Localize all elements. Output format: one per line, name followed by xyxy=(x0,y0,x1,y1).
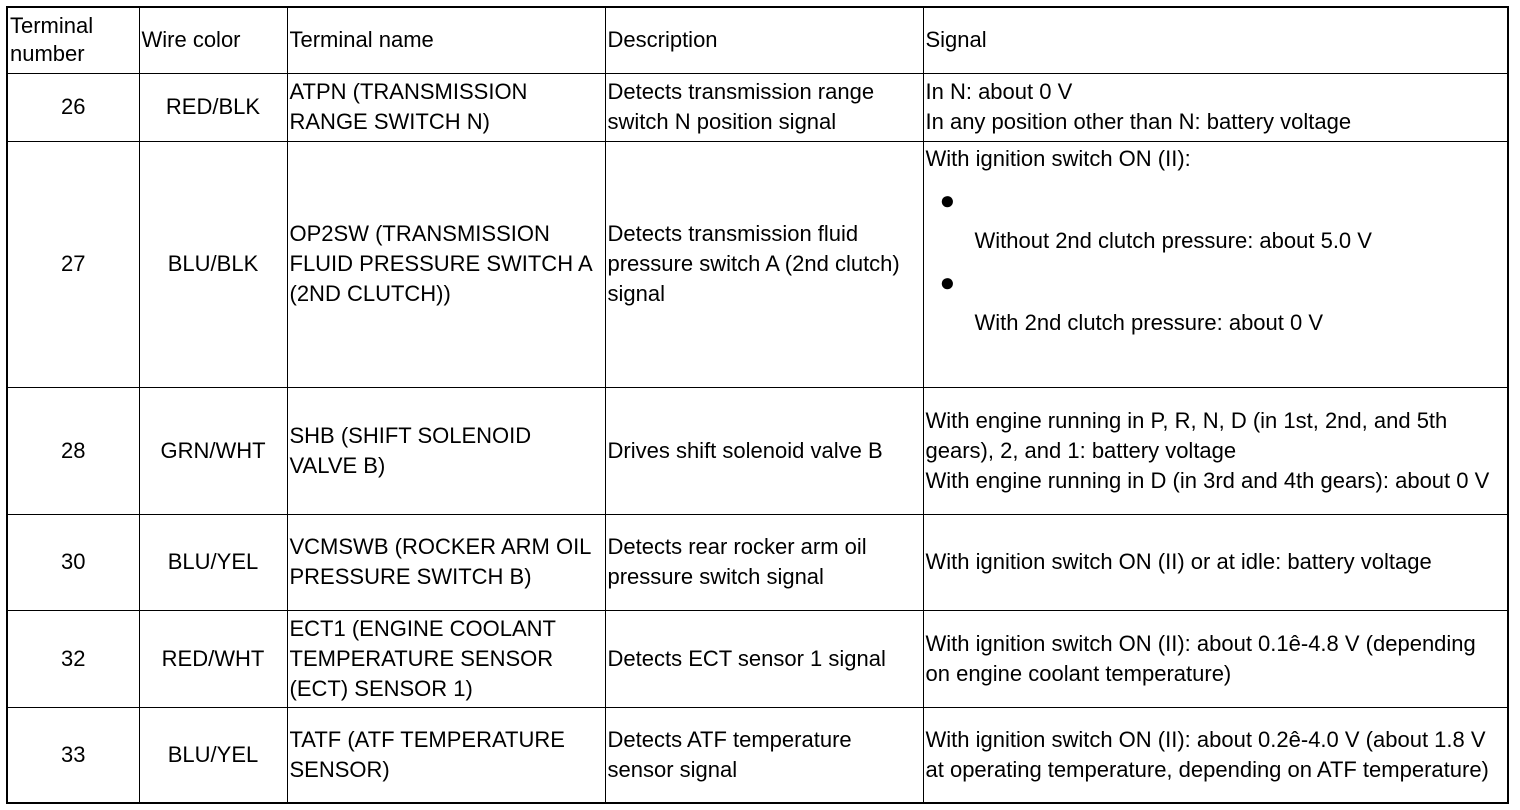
signal-bullet-item xyxy=(926,256,1506,338)
description-cell: Detects ATF temperature sensor signal xyxy=(605,707,923,803)
bullet-icon: ● xyxy=(939,266,956,297)
terminal-name-cell: SHB (SHIFT SOLENOID VALVE B) xyxy=(287,387,605,514)
terminal-number-cell: 28 xyxy=(7,387,139,514)
table-row xyxy=(7,141,1508,387)
wire-color-cell: BLU/YEL xyxy=(139,707,287,803)
description-cell: Drives shift solenoid valve B xyxy=(605,387,923,514)
signal-bullet-text: Without 2nd clutch pressure: about 5.0 V xyxy=(974,227,1372,253)
signal-cell xyxy=(923,610,1508,707)
terminal-name-cell: OP2SW (TRANSMISSION FLUID PRESSURE SWITCH A (2ND CLUTCH)) xyxy=(287,141,605,387)
description-cell: Detects transmission fluid pressure switch A (2nd clutch) signal xyxy=(605,141,923,387)
description-cell: Detects ECT sensor 1 signal xyxy=(605,610,923,707)
wire-color-cell: RED/BLK xyxy=(139,73,287,141)
header-terminal-name: Terminal name xyxy=(287,7,605,73)
terminal-name-cell: VCMSWB (ROCKER ARM OIL PRESSURE SWITCH B) xyxy=(287,514,605,610)
signal-cell xyxy=(923,514,1508,610)
signal-cell xyxy=(923,707,1508,803)
signal-line: In any position other than N: battery voltage xyxy=(925,109,1352,134)
header-description: Description xyxy=(605,7,923,73)
terminal-name-cell: ECT1 (ENGINE COOLANT TEMPERATURE SENSOR (ECT) SENSOR 1) xyxy=(287,610,605,707)
signal-line: With ignition switch ON (II) or at idle: battery voltage xyxy=(925,549,1432,574)
signal-intro: With ignition switch ON (II): xyxy=(925,145,1191,171)
terminal-number-cell: 33 xyxy=(7,707,139,803)
signal-cell xyxy=(923,73,1508,141)
signal-line: With engine running in D (in 3rd and 4th gears): about 0 V xyxy=(925,467,1490,493)
description-cell: Detects rear rocker arm oil pressure switch signal xyxy=(605,514,923,610)
wire-color-cell: RED/WHT xyxy=(139,610,287,707)
terminal-name-cell: ATPN (TRANSMISSION RANGE SWITCH N) xyxy=(287,73,605,141)
table-row xyxy=(7,387,1508,514)
header-wire-color: Wire color xyxy=(139,7,287,73)
signal-line: With ignition switch ON (II): about 0.2ê-4.0 V (about 1.8 V at operating temperature, depending on ATF temperature) xyxy=(925,726,1489,782)
description-cell: Detects transmission range switch N position signal xyxy=(605,73,923,141)
table-row xyxy=(7,514,1508,610)
header-terminal-number: Terminal number xyxy=(7,7,139,73)
bullet-icon: ● xyxy=(939,184,956,215)
signal-cell xyxy=(923,141,1508,387)
signal-cell xyxy=(923,387,1508,514)
wire-color-cell: BLU/BLK xyxy=(139,141,287,387)
table-row xyxy=(7,707,1508,803)
signal-line: With engine running in P, R, N, D (in 1st, 2nd, and 5th gears), 2, and 1: battery voltage xyxy=(925,407,1448,463)
signal-line: With ignition switch ON (II): about 0.1ê-4.8 V (depending on engine coolant temperature) xyxy=(925,630,1476,686)
terminal-name-cell: TATF (ATF TEMPERATURE SENSOR) xyxy=(287,707,605,803)
terminal-number-cell: 30 xyxy=(7,514,139,610)
wire-color-cell: GRN/WHT xyxy=(139,387,287,514)
table-row xyxy=(7,610,1508,707)
terminal-number-cell: 26 xyxy=(7,73,139,141)
signal-bullet-text: With 2nd clutch pressure: about 0 V xyxy=(974,309,1324,335)
signal-line: In N: about 0 V xyxy=(925,79,1073,104)
terminal-table xyxy=(6,6,1509,804)
signal-bullet-item xyxy=(926,174,1506,256)
header-row xyxy=(7,7,1508,73)
header-signal: Signal xyxy=(923,7,1508,73)
terminal-number-cell: 32 xyxy=(7,610,139,707)
table-row xyxy=(7,73,1508,141)
terminal-number-cell: 27 xyxy=(7,141,139,387)
wire-color-cell: BLU/YEL xyxy=(139,514,287,610)
